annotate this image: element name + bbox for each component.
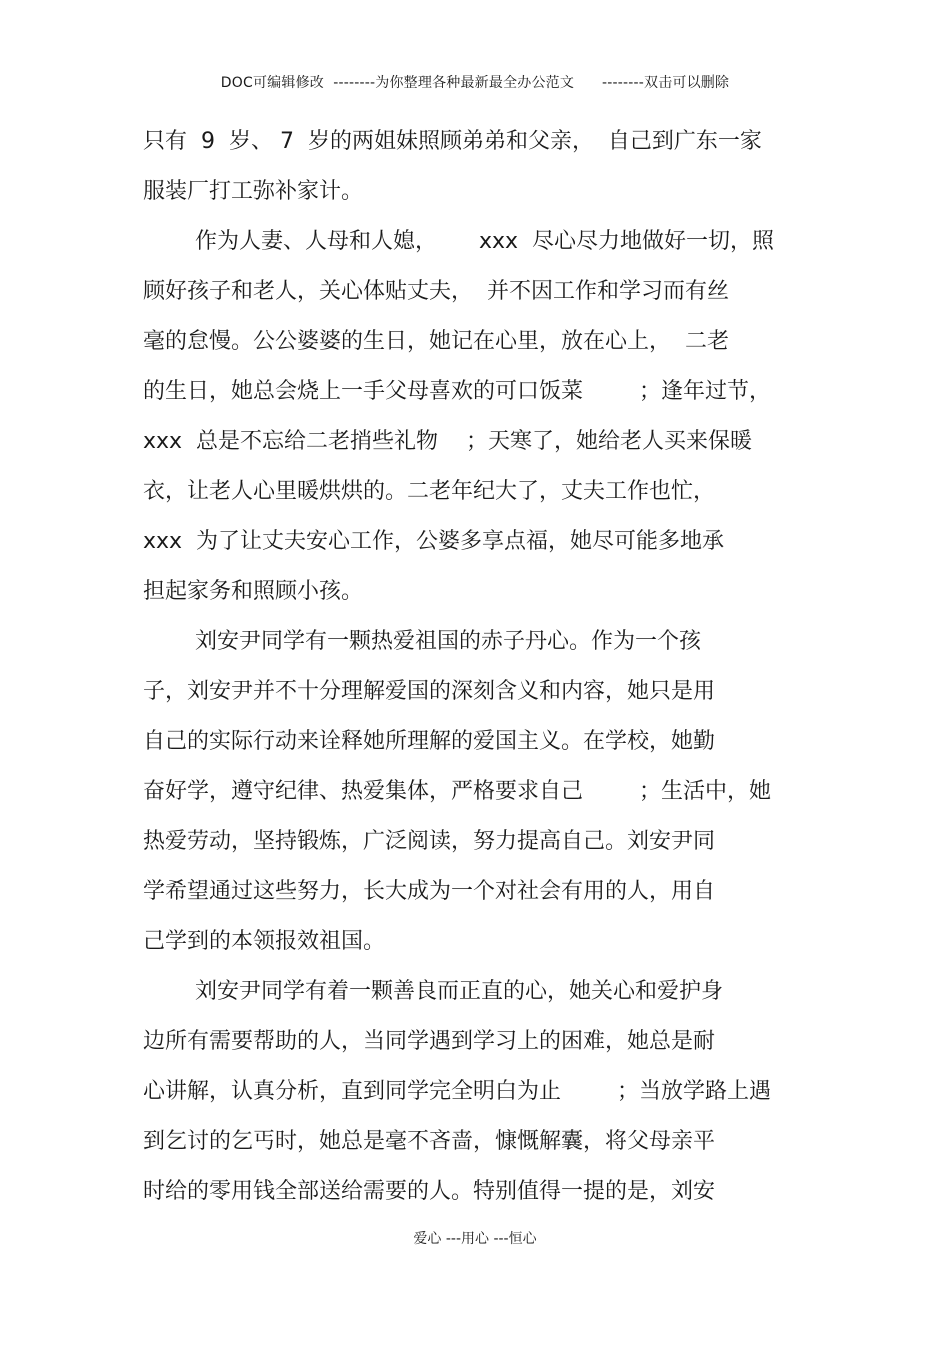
page-header: DOC可编辑修改 --------为你整理各种最新最全办公范文 --------双击可以删除 [220,75,730,91]
text-line: 奋好学，遵守纪律、热爱集体，严格要求自己 ；生活中，她 [143,779,771,804]
text-line: xxx 总是不忘给二老捎些礼物 ；天寒了，她给老人买来保暖 [143,429,753,454]
text-line: 边所有需要帮助的人，当同学遇到学习上的困难，她总是耐 [143,1029,716,1054]
text-line: 自己的实际行动来诠释她所理解的爱国主义。在学校，她勤 [143,729,716,754]
text-line: 刘安尹同学有一颗热爱祖国的赤子丹心。作为一个孩 [195,629,702,654]
text-line: 作为人妻、人母和人媳， xxx 尽心尽力地做好一切，照 [195,229,775,254]
document-body [143,122,823,1222]
text-line: 服装厂打工弥补家计。 [143,179,364,204]
text-line: 时给的零用钱全部送给需要的人。特别值得一提的是，刘安 [143,1179,716,1204]
text-line: 顾好孩子和老人，关心体贴丈夫， 并不因工作和学习而有丝 [143,279,729,304]
text-line: 刘安尹同学有着一颗善良而正直的心，她关心和爱护身 [195,979,724,1004]
text-line: 担起家务和照顾小孩。 [143,579,364,604]
page-footer: 爱心 ---用心 ---恒心 [413,1231,537,1247]
text-line: 到乞讨的乞丐时，她总是毫不吝啬，慷慨解囊，将父母亲平 [143,1129,716,1154]
text-line: 己学到的本领报效祖国。 [143,929,386,954]
text-line: 只有 9 岁、 7 岁的两姐妹照顾弟弟和父亲， 自己到广东一家 [143,129,762,154]
text-line: 子，刘安尹并不十分理解爱国的深刻含义和内容，她只是用 [143,679,716,704]
text-line: 学希望通过这些努力，长大成为一个对社会有用的人，用自 [143,879,716,904]
text-line: 的生日，她总会烧上一手父母喜欢的可口饭菜 ；逢年过节， [143,379,771,404]
text-line: 心讲解，认真分析，直到同学完全明白为止 ；当放学路上遇 [143,1079,771,1104]
text-line: 衣，让老人心里暖烘烘的。二老年纪大了，丈夫工作也忙， [143,479,716,504]
text-line: xxx 为了让丈夫安心工作，公婆多享点福，她尽可能多地承 [143,529,725,554]
text-line: 毫的怠慢。公公婆婆的生日，她记在心里，放在心上， 二老 [143,329,729,354]
text-line: 热爱劳动，坚持锻炼，广泛阅读，努力提高自己。刘安尹同 [143,829,716,854]
